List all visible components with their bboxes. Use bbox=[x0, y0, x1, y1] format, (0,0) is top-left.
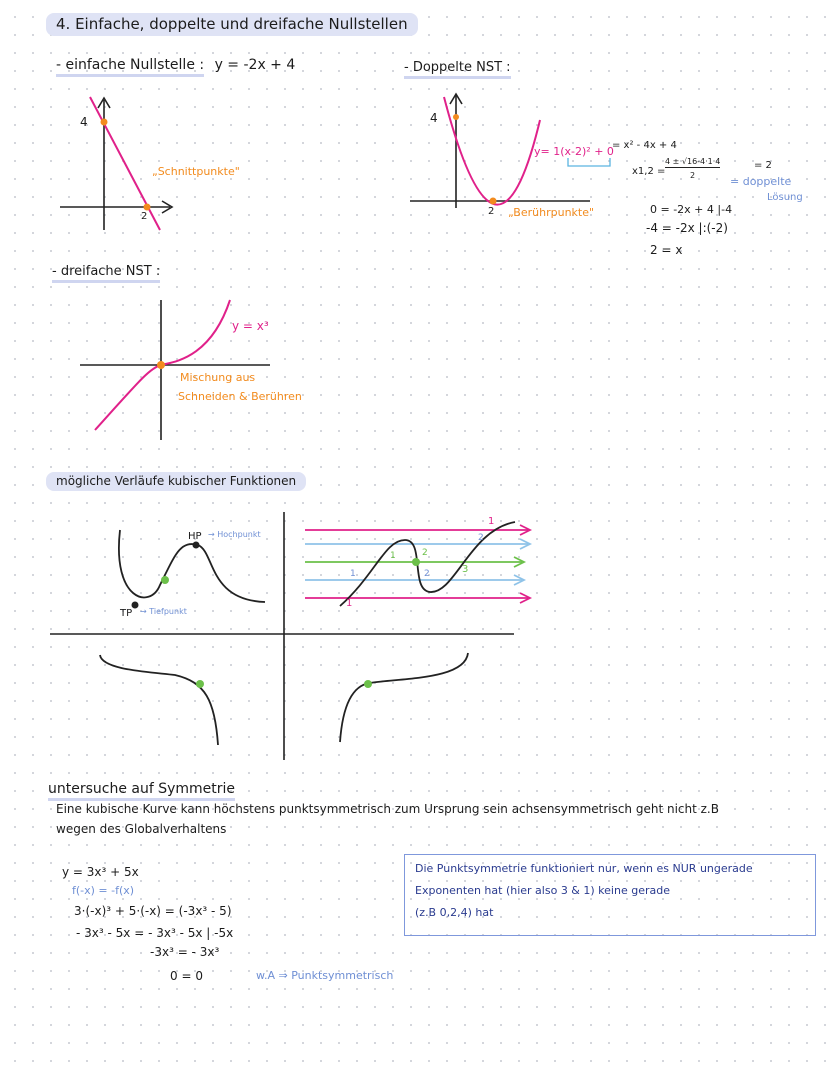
double-x-tick: 2 bbox=[488, 206, 495, 217]
double-root-point bbox=[490, 198, 497, 205]
sym-step-2: - 3x³ - 5x = - 3x³ - 5x | -5x bbox=[76, 926, 234, 940]
solve-step-3: 2 = x bbox=[650, 243, 683, 257]
parabola-curve bbox=[444, 97, 540, 205]
count-1-green: 1 bbox=[390, 551, 396, 561]
count-1-blue-b: 1 bbox=[350, 569, 356, 579]
intersection-label: „Schnittpunkte" bbox=[152, 165, 240, 178]
pq-formula-numerator: 4 ± √16-4·1·4 bbox=[665, 157, 721, 166]
inflection-point-2 bbox=[412, 558, 420, 566]
solution-note-word: Lösung bbox=[767, 192, 803, 203]
count-2-blue: 2 bbox=[424, 569, 430, 579]
cubic-equation: y = x³ bbox=[232, 319, 269, 333]
count-1-bottom: 1 bbox=[346, 598, 353, 609]
note-line-2: Exponenten hat (hier also 3 & 1) keine gerade bbox=[415, 884, 670, 897]
simple-root-point bbox=[144, 204, 151, 211]
symmetry-text-line-2: wegen des Globalverhaltens bbox=[56, 822, 227, 836]
sym-step-3: -3x³ = - 3x³ bbox=[150, 945, 220, 959]
vertex-form: y= 1(x-2)² + 0 bbox=[534, 145, 614, 158]
y-intercept-point bbox=[101, 119, 108, 126]
inflection-point-4 bbox=[364, 680, 372, 688]
solve-step-1: 0 = -2x + 4 |-4 bbox=[650, 203, 733, 216]
pq-formula-lhs: x1,2 = bbox=[632, 166, 666, 177]
count-1-blue-a: 2 bbox=[478, 533, 484, 543]
sym-condition: f(-x) = -f(x) bbox=[72, 884, 135, 897]
sym-conclusion: w.A ⇒ Punktsymmetrisch bbox=[256, 969, 394, 982]
simple-y-tick: 4 bbox=[80, 115, 88, 129]
symmetry-heading-text: untersuche auf Symmetrie bbox=[48, 781, 235, 801]
symmetry-heading bbox=[48, 782, 235, 797]
pq-formula-denominator: 2 bbox=[690, 171, 696, 180]
simple-root-equation: y = -2x + 4 bbox=[214, 57, 296, 73]
count-3-green: 3 bbox=[462, 564, 469, 575]
triple-root-point bbox=[157, 361, 165, 369]
high-point bbox=[193, 542, 200, 549]
tp-label: TP bbox=[120, 608, 133, 619]
symmetry-text-line-1: Eine kubische Kurve kann höchstens punktsymmetrisch zum Ursprung sein achsensymmetrisch geht nicht z.B bbox=[56, 802, 719, 816]
cubic-shapes-heading: mögliche Verläufe kubischer Funktionen bbox=[46, 472, 306, 491]
double-y-tick: 4 bbox=[430, 111, 438, 125]
hp-note: → Hochpunkt bbox=[208, 530, 261, 539]
pq-formula-result: = 2 bbox=[754, 160, 772, 171]
hp-label: HP bbox=[188, 531, 202, 542]
double-solution-note: = doppelte bbox=[730, 175, 792, 188]
count-1-top: 1 bbox=[488, 516, 495, 527]
point-symmetry-note-box bbox=[404, 854, 816, 936]
inflection-point-3 bbox=[196, 680, 204, 688]
simple-x-tick: 2 bbox=[141, 211, 148, 222]
three-roots-curve bbox=[340, 522, 515, 606]
simple-root-label: - einfache Nullstelle : bbox=[56, 57, 204, 77]
bracket-mark bbox=[568, 158, 610, 166]
touch-point-label: „Berührpunkte" bbox=[508, 206, 595, 219]
low-point bbox=[132, 602, 139, 609]
mix-note-line-2: Schneiden & Berühren bbox=[178, 390, 302, 403]
sym-step-1: 3·(-x)³ + 5·(-x) = (-3x³ - 5) bbox=[74, 904, 232, 918]
section-title: 4. Einfache, doppelte und dreifache Nullstellen bbox=[46, 13, 418, 36]
simple-root-graph bbox=[60, 98, 172, 230]
solve-step-2: -4 = -2x |:(-2) bbox=[646, 221, 728, 235]
note-line-1: Die Punktsymmetrie funktioniert nur, wenn es NUR ungerade bbox=[415, 862, 753, 875]
decreasing-curve bbox=[100, 655, 218, 745]
increasing-curve bbox=[340, 653, 468, 742]
double-root-label: - Doppelte NST : bbox=[404, 60, 511, 79]
expanded-form: = x² - 4x + 4 bbox=[612, 140, 677, 151]
mix-note-line-1: Mischung aus bbox=[180, 371, 256, 384]
tp-note: → Tiefpunkt bbox=[140, 607, 187, 616]
sym-example-function: y = 3x³ + 5x bbox=[62, 865, 139, 879]
sym-step-4: 0 = 0 bbox=[170, 969, 203, 983]
note-line-3: (z.B 0,2,4) hat bbox=[415, 906, 494, 919]
inflection-point-1 bbox=[161, 576, 169, 584]
simple-root-line bbox=[90, 97, 160, 230]
count-2-green: 2 bbox=[422, 548, 428, 558]
parabola-y-intercept bbox=[453, 114, 459, 120]
triple-root-label: - dreifache NST : bbox=[52, 264, 160, 283]
